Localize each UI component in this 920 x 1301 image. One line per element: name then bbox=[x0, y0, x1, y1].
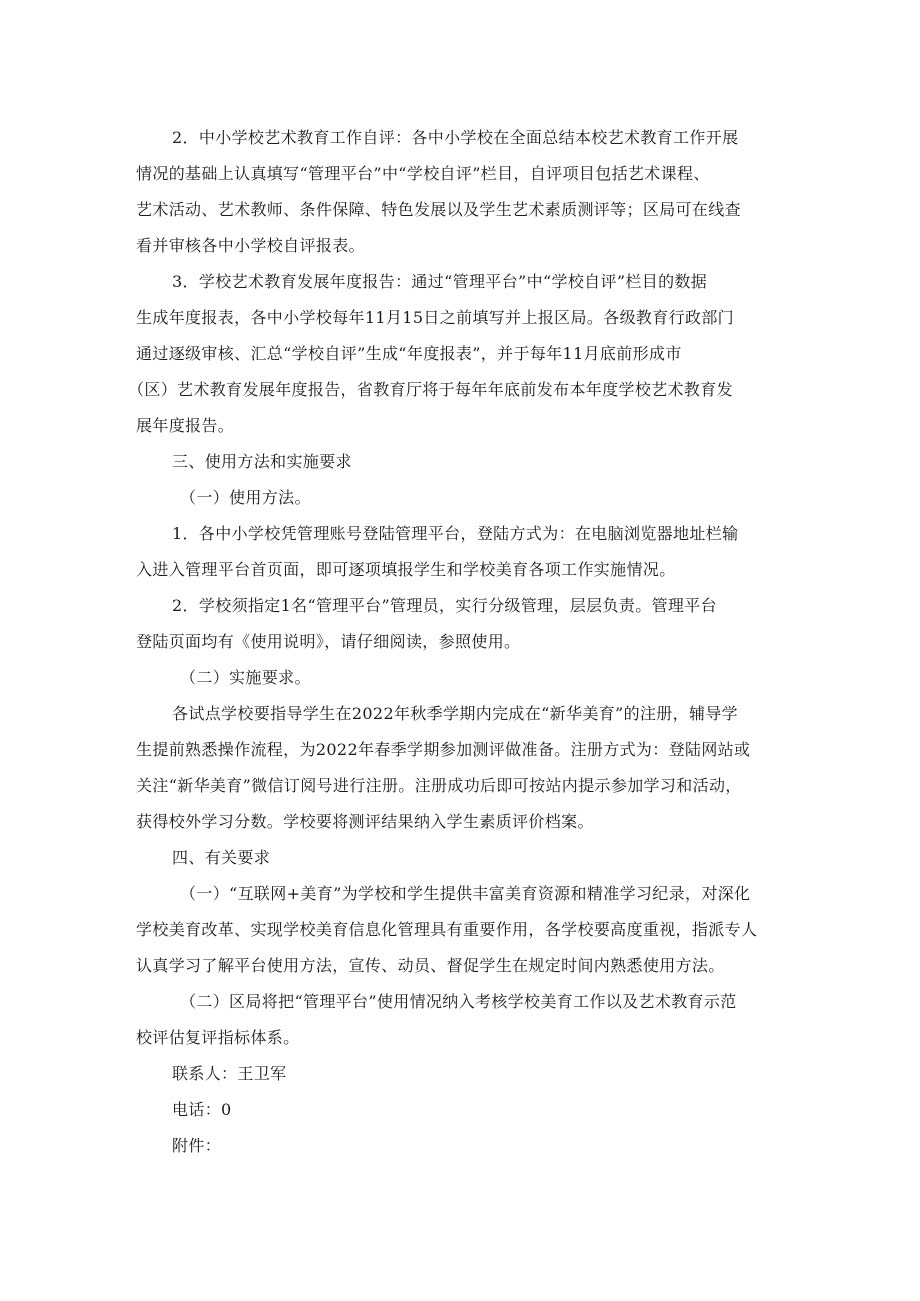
para-3-line-3: 通过逐级审核、汇总“学校自评”生成“年度报表”，并于每年11月底前形成市 bbox=[136, 344, 682, 363]
para-2-line-1: 2．中小学校艺术教育工作自评：各中小学校在全面总结本校艺术教育工作开展 bbox=[172, 128, 739, 147]
para-2-line-3: 艺术活动、艺术教师、条件保障、特色发展以及学生艺术素质测评等；区局可在线查 bbox=[136, 200, 741, 219]
req-1-line-2: 学校美育改革、实现学校美育信息化管理具有重要作用，各学校要高度重视，指派专人 bbox=[136, 920, 758, 939]
impl-line-1: 各试点学校要指导学生在2022年秋季学期内完成在“新华美育”的注册，辅导学 bbox=[172, 704, 739, 723]
req-1-line-1: （一）“互联网+美育”为学校和学生提供丰富美育资源和精准学习纪录，对深化 bbox=[180, 884, 751, 903]
para-3-line-5: 展年度报告。 bbox=[136, 416, 235, 435]
para-3-line-4: （区）艺术教育发展年度报告，省教育厅将于每年年底前发布本年度学校艺术教育发 bbox=[128, 380, 733, 399]
section-heading-3: 三、使用方法和实施要求 bbox=[172, 452, 352, 471]
para-3-line-1: 3．学校艺术教育发展年度报告：通过“管理平台”中“学校自评”栏目的数据 bbox=[172, 272, 708, 291]
contact-phone: 电话：0 bbox=[172, 1100, 232, 1119]
impl-line-2: 生提前熟悉操作流程，为2022年春季学期参加测评做准备。注册方式为：登陆网站或 bbox=[136, 740, 751, 759]
impl-line-3: 关注“新华美育”微信订阅号进行注册。注册成功后即可按站内提示参加学习和活动， bbox=[136, 776, 742, 795]
para-3-line-2: 生成年度报表，各中小学校每年11月15日之前填写并上报区局。各级教育行政部门 bbox=[136, 308, 735, 327]
usage-1-line-1: 1．各中小学校凭管理账号登陆管理平台，登陆方式为：在电脑浏览器地址栏输 bbox=[172, 524, 739, 543]
para-2-line-2: 情况的基础上认真填写“管理平台”中“学校自评”栏目，自评项目包括艺术课程、 bbox=[136, 164, 710, 183]
req-1-line-3: 认真学习了解平台使用方法，宣传、动员、督促学生在规定时间内熟悉使用方法。 bbox=[136, 956, 725, 975]
contact-person: 联系人：王卫军 bbox=[172, 1064, 287, 1083]
impl-line-4: 获得校外学习分数。学校要将测评结果纳入学生素质评价档案。 bbox=[136, 812, 594, 831]
section-heading-4: 四、有关要求 bbox=[172, 848, 271, 867]
req-2-line-1: （二）区局将把“管理平台”使用情况纳入考核学校美育工作以及艺术教育示范 bbox=[180, 992, 737, 1011]
attachment-label: 附件： bbox=[172, 1136, 222, 1155]
para-2-line-4: 看并审核各中小学校自评报表。 bbox=[136, 236, 365, 255]
subheading-usage-method: （一）使用方法。 bbox=[180, 488, 311, 507]
usage-2-line-1: 2．学校须指定1名“管理平台”管理员，实行分级管理，层层负责。管理平台 bbox=[172, 596, 717, 615]
subheading-implementation: （二）实施要求。 bbox=[180, 668, 311, 687]
req-2-line-2: 校评估复评指标体系。 bbox=[136, 1028, 300, 1047]
usage-1-line-2: 入进入管理平台首页面，即可逐项填报学生和学校美育各项工作实施情况。 bbox=[136, 560, 676, 579]
usage-2-line-2: 登陆页面均有《使用说明》，请仔细阅读，参照使用。 bbox=[136, 632, 521, 651]
